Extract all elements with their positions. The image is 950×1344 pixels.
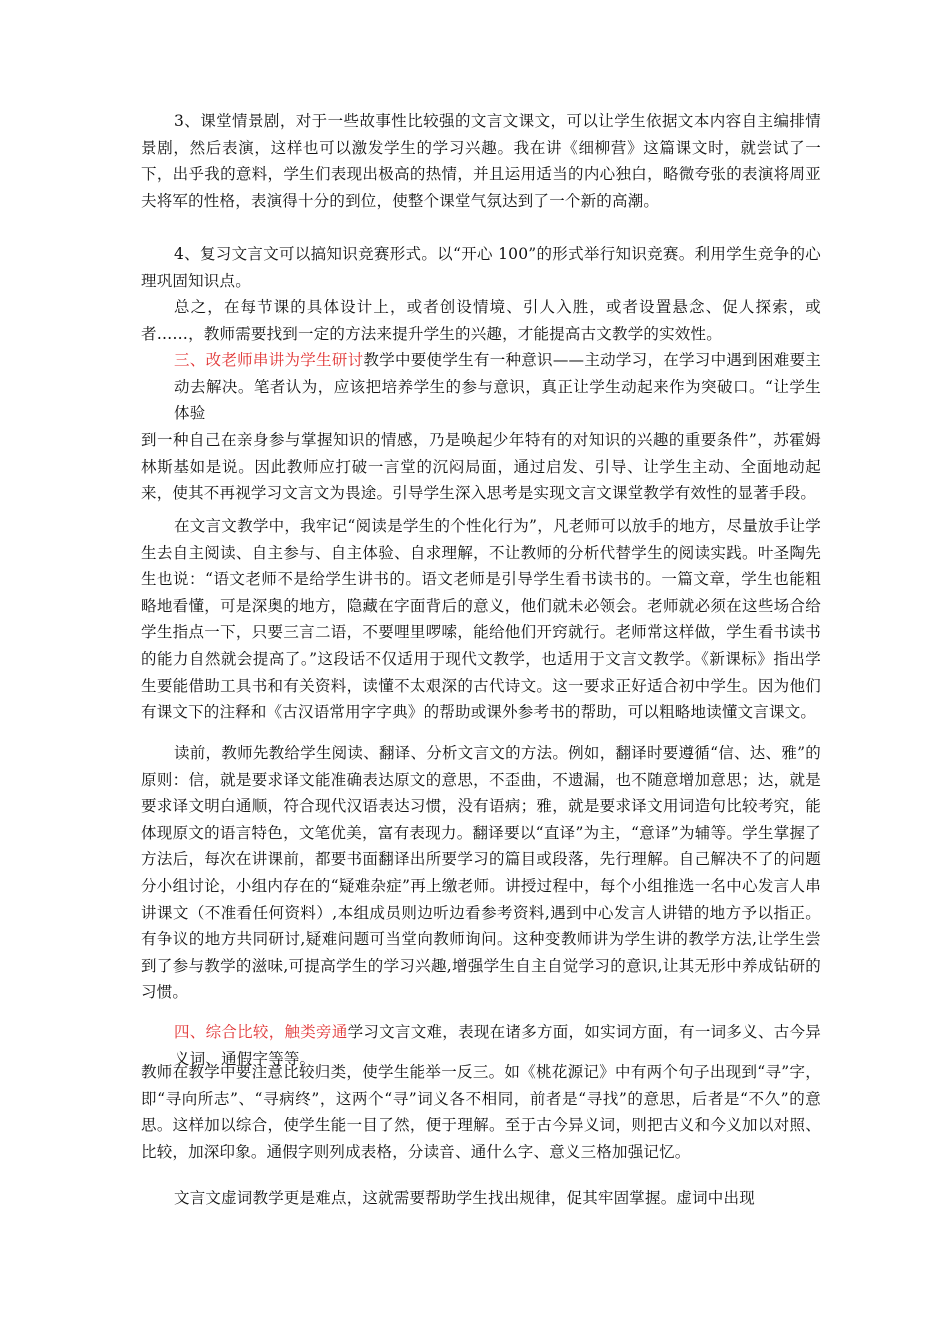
paragraph-suhomlinsky: 到一种自己在亲身参与掌握知识的情感，乃是唤起少年特有的对知识的兴趣的重要条件”，苏霍姆林斯基如是说。因此教师应打破一言堂的沉闷局面，通过启发、引导、让学生主动、全面地动起来，使其不再视学习文言文为畏途。引导学生深入思考是实现文言文课堂教学有效性的显著手段。 <box>141 431 821 503</box>
paragraph-reading-practice: 在文言文教学中，我牢记“阅读是学生的个性化行为”，凡老师可以放手的地方，尽量放手让学生去自主阅读、自主参与、自主体验、自求理解，不让教师的分析代替学生的阅读实践。叶圣陶先生也说：“语文老师不是给学生讲书的。语文老师是引导学生看书读书的。一篇文章，学生也能粗略地看懂，可是深奥的地方，隐藏在字面背后的意义，他们就未必领会。老师就必须在这些场合给学生指点一下，只要三言二语，不要哩里啰嗦，能给他们开窍就行。老师常这样做，学生看书读书的能力自然就会提高了。”这段话不仅适用于现代文教学，也适用于文言文教学。《新课标》指出学生要能借助工具书和有关资料，读懂不太艰深的古代诗文。这一要求正好适合初中学生。因为他们有课文下的注释和《古汉语常用字字典》的帮助或课外参考书的帮助，可以粗略地读懂文言课文。 <box>141 517 821 722</box>
section-four-title: 四、综合比较，触类旁通 <box>174 1023 348 1041</box>
paragraph-comparison: 教师在教学中要注意比较归类，使学生能举一反三。如《桃花源记》中有两个句子出现到“寻”字，即“寻向所志”、“寻病终”，这两个“寻”词义各不相同，前者是“寻找”的意思，后者是“不久”的意思。这样加以综合，使学生能一目了然，便于理解。至于古今异义词，则把古义和今义加以对照、比较，加深印象。通假字则列成表格，分读音、通什么字、意义三格加强记忆。 <box>141 1063 821 1161</box>
section-three <box>174 347 821 427</box>
section-three-body: 教学中要使学生有一种意识——主动学习，在学习中遇到困难要主动去解决。笔者认为，应该把培养学生的参与意识，真正让学生动起来作为突破口。“让学生体验 <box>174 351 821 423</box>
paragraph-classroom-drama: 3、课堂情景剧，对于一些故事性比较强的文言文课文，可以让学生依据文本内容自主编排情景剧，然后表演，这样也可以激发学生的学习兴趣。我在讲《细柳营》这篇课文时，就尝试了一下，出乎我的意料，学生们表现出极高的热情，并且运用适当的内心独白，略微夸张的表演将周亚夫将军的性格，表演得十分的到位，使整个课堂气氛达到了一个新的高潮。 <box>141 112 821 210</box>
paragraph-knowledge-contest: 4、复习文言文可以搞知识竞赛形式。以“开心 100”的形式举行知识竞赛。利用学生竞争的心理巩固知识点。 <box>141 245 821 290</box>
section-three-title: 三、改老师串讲为学生研讨 <box>174 351 364 369</box>
paragraph-summary: 总之，在每节课的具体设计上，或者创设情境、引人入胜，或者设置悬念、促人探索，或者……，教师需要找到一定的方法来提升学生的兴趣，才能提高古文教学的实效性。 <box>141 298 821 343</box>
paragraph-function-words: 文言文虚词教学更是难点，这就需要帮助学生找出规律，促其牢固掌握。虚词中出现 <box>174 1189 755 1207</box>
paragraph-translation-method: 读前，教师先教给学生阅读、翻译、分析文言文的方法。例如，翻译时要遵循“信、达、雅”的原则：信，就是要求译文能准确表达原文的意思，不歪曲，不遗漏，也不随意增加意思；达，就是要求译文明白通顺，符合现代汉语表达习惯，没有语病；雅，就是要求译文用词造句比较考究，能体现原文的语言特色，文笔优美，富有表现力。翻译要以“直译”为主，“意译”为辅等。学生掌握了方法后，每次在讲课前，都要书面翻译出所要学习的篇目或段落，先行理解。自己解决不了的问题分小组讨论，小组内存在的“疑难杂症”再上缴老师。讲授过程中，每个小组推选一名中心发言人串讲课文（不准看任何资料）,本组成员则边听边看参考资料,遇到中心发言人讲错的地方予以指正。有争议的地方共同研讨,疑难问题可当堂向教师询问。这种变教师讲为学生讲的教学方法,让学生尝到了参与教学的滋味,可提高学生的学习兴趣,增强学生自主自觉学习的意识,让其无形中养成钻研的习惯。 <box>141 744 821 1002</box>
section-four-body: 学习文言文难，表现在诸多方面，如实词方面，有一词多义、古今异义词、通假字等等。 <box>174 1023 821 1068</box>
